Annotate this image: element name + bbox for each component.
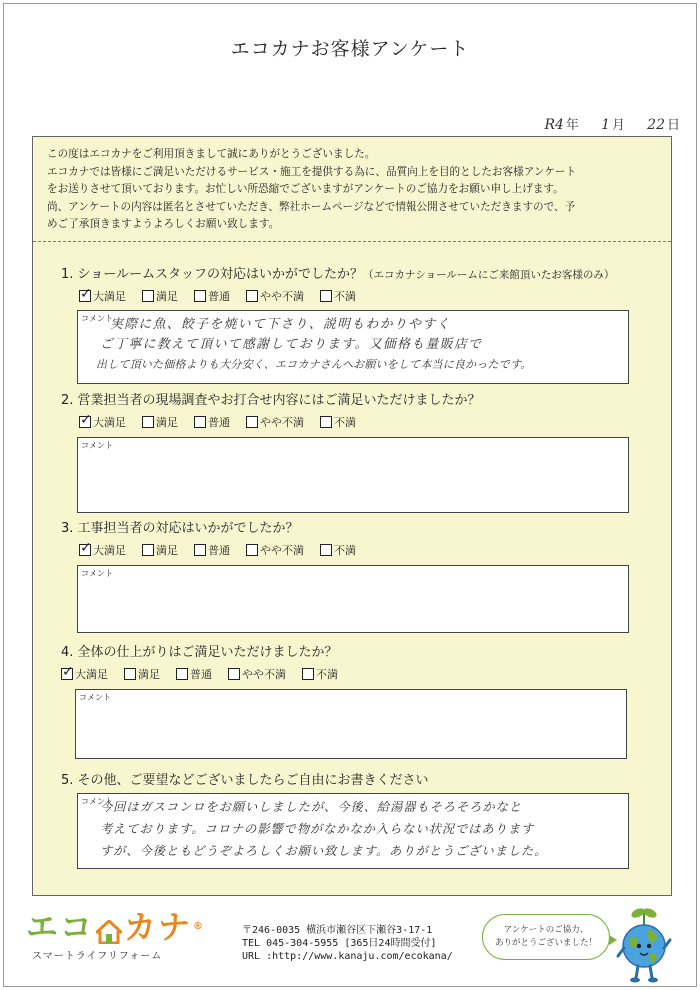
checkbox[interactable] <box>176 668 188 680</box>
survey-panel <box>32 136 672 896</box>
checkbox[interactable] <box>194 416 206 428</box>
checkbox-checked[interactable] <box>61 668 73 680</box>
earth-mascot-icon <box>614 904 674 984</box>
dashed-divider <box>33 241 671 242</box>
option-label: 大満足 <box>93 416 126 429</box>
option-slightly-dissatisfied[interactable] <box>246 542 304 558</box>
option-label: やや不満 <box>260 290 304 303</box>
date-year-label: 年 <box>565 118 579 133</box>
intro-line: エコカナでは皆様にご満足いただけるサービス・施工を提供する為に、品質向上を目的としたお客様アンケート <box>47 165 577 178</box>
question-2-title: 2. 営業担当者の現場調査やお打合せ内容にはご満足いただけましたか？ <box>61 393 481 408</box>
option-label: 大満足 <box>75 668 108 681</box>
option-label: やや不満 <box>242 668 286 681</box>
website-url[interactable]: URL :http://www.kanaju.com/ecokana/ <box>242 951 453 962</box>
option-label: 満足 <box>156 290 178 303</box>
option-satisfied[interactable] <box>124 666 160 682</box>
option-dissatisfied[interactable] <box>320 414 356 430</box>
question-3 <box>61 517 661 558</box>
phone-number: TEL 045-304-5955 [365日24時間受付] <box>242 938 437 949</box>
question-1-comment-box[interactable] <box>77 310 629 384</box>
option-slightly-dissatisfied[interactable] <box>246 414 304 430</box>
checkbox[interactable] <box>194 544 206 556</box>
option-dissatisfied[interactable] <box>320 542 356 558</box>
option-very-satisfied[interactable] <box>79 414 126 430</box>
question-2-comment-box[interactable] <box>77 437 629 513</box>
option-label: やや不満 <box>260 416 304 429</box>
comment-line: ご丁寧に教えて頂いて感謝しております。又価格も量販店で <box>100 337 483 352</box>
checkbox-checked[interactable] <box>79 544 91 556</box>
option-very-satisfied[interactable] <box>61 666 108 682</box>
survey-date <box>544 114 680 133</box>
checkbox[interactable] <box>142 290 154 302</box>
option-satisfied[interactable] <box>142 542 178 558</box>
question-3-options <box>79 542 661 558</box>
date-day-value: 22 <box>647 117 665 133</box>
question-4-title: 4. 全体の仕上がりはご満足いただけましたか？ <box>61 645 338 660</box>
option-label: やや不満 <box>260 544 304 557</box>
logo-wordmark: エコ カナ ® <box>26 908 206 946</box>
question-4-comment-box[interactable] <box>75 689 627 759</box>
option-label: 普通 <box>208 290 230 303</box>
checkbox[interactable] <box>320 544 332 556</box>
checkbox[interactable] <box>320 416 332 428</box>
comment-line: 今回はガスコンロをお願いしましたが、今後、給湯器もそろそろかなと <box>100 800 522 814</box>
postal-address: 〒246-0035 横浜市瀬谷区下瀬谷3-17-1 <box>242 925 433 936</box>
option-label: 大満足 <box>93 290 126 303</box>
comment-line: 出して頂いた価格よりも大分安く、エコカナさんへお願いをして本当に良かったです。 <box>96 358 532 371</box>
question-1-comment <box>96 315 622 375</box>
checkbox[interactable] <box>246 290 258 302</box>
option-label: 不満 <box>334 416 356 429</box>
comment-label: コメント <box>81 441 113 450</box>
intro-text <box>47 146 659 234</box>
comment-label: コメント <box>81 797 113 806</box>
option-label: 不満 <box>334 290 356 303</box>
option-label: 不満 <box>334 544 356 557</box>
question-1-options <box>79 288 661 304</box>
date-year-value: R4 <box>544 117 564 133</box>
question-1-note: （エコカナショールームにご来館頂いたお客様のみ） <box>363 269 615 281</box>
question-2-options <box>79 414 661 430</box>
question-title <box>61 263 661 282</box>
checkbox[interactable] <box>246 544 258 556</box>
intro-line: をお送りさせて頂いております。お忙しい所恐縮でございますがアンケートのご協力をお願い申し上げます。 <box>47 183 564 195</box>
checkbox-checked[interactable] <box>79 290 91 302</box>
date-month-value: 1 <box>601 117 610 133</box>
ecokana-logo <box>26 910 226 970</box>
checkbox-checked[interactable] <box>79 416 91 428</box>
question-1 <box>61 263 661 304</box>
bubble-line: アンケートのご協力、 <box>503 925 589 935</box>
checkbox[interactable] <box>194 290 206 302</box>
option-slightly-dissatisfied[interactable] <box>228 666 286 682</box>
question-5-comment <box>100 796 622 862</box>
option-neutral[interactable] <box>194 542 230 558</box>
question-4 <box>61 641 661 682</box>
option-satisfied[interactable] <box>142 288 178 304</box>
date-day-label: 日 <box>666 118 680 133</box>
option-neutral[interactable] <box>176 666 212 682</box>
company-address <box>242 924 453 963</box>
comment-label: コメント <box>81 569 113 578</box>
question-3-title: 3. 工事担当者の対応はいかがでしたか？ <box>61 521 299 536</box>
question-5 <box>61 769 661 788</box>
checkbox[interactable] <box>142 544 154 556</box>
option-dissatisfied[interactable] <box>320 288 356 304</box>
comment-line: 考えております。コロナの影響で物がなかなか入らない状況ではあります <box>100 822 535 836</box>
comment-label: コメント <box>79 693 111 702</box>
intro-line: この度はエコカナをご利用頂きまして誠にありがとうございました。 <box>47 148 376 160</box>
checkbox[interactable] <box>228 668 240 680</box>
question-5-title: 5. その他、ご要望などございましたらご自由にお書きください <box>61 773 429 788</box>
option-label: 満足 <box>138 668 160 681</box>
option-label: 満足 <box>156 544 178 557</box>
option-label: 不満 <box>316 668 338 681</box>
option-dissatisfied[interactable] <box>302 666 338 682</box>
checkbox[interactable] <box>142 416 154 428</box>
option-label: 普通 <box>208 416 230 429</box>
intro-line: めご了承頂きますようよろしくお願い致します。 <box>47 218 280 230</box>
option-label: 普通 <box>208 544 230 557</box>
comment-line: 実際に魚、餃子を焼いて下さり、説明もわかりやすく <box>110 317 451 332</box>
option-slightly-dissatisfied[interactable] <box>246 288 304 304</box>
comment-line: すが、今後ともどうぞよろしくお願い致します。ありがとうございました。 <box>100 844 548 858</box>
option-neutral[interactable] <box>194 288 230 304</box>
survey-title: エコカナお客様アンケート <box>230 38 470 60</box>
option-very-satisfied[interactable] <box>79 288 126 304</box>
intro-line: 尚、アンケートの内容は匿名とさせていただき、弊社ホームページなどで情報公開させていただきますので、予 <box>47 200 576 213</box>
question-4-options <box>61 666 661 682</box>
comment-label: コメント <box>81 314 113 323</box>
checkbox[interactable] <box>302 668 314 680</box>
question-3-comment-box[interactable] <box>77 565 629 633</box>
option-very-satisfied[interactable] <box>79 542 126 558</box>
checkbox[interactable] <box>320 290 332 302</box>
question-5-comment-box[interactable] <box>77 793 629 869</box>
bubble-line: ありがとうございました！ <box>494 938 597 948</box>
option-neutral[interactable] <box>194 414 230 430</box>
option-label: 大満足 <box>93 544 126 557</box>
checkbox[interactable] <box>124 668 136 680</box>
option-label: 普通 <box>190 668 212 681</box>
date-month-label: 月 <box>612 118 626 133</box>
house-icon <box>96 916 122 940</box>
checkbox[interactable] <box>246 416 258 428</box>
option-satisfied[interactable] <box>142 414 178 430</box>
question-1-title: 1. ショールームスタッフの対応はいかがでしたか？ <box>61 267 364 282</box>
thanks-bubble <box>482 914 610 960</box>
option-label: 満足 <box>156 416 178 429</box>
question-2 <box>61 389 661 430</box>
logo-tagline: スマートライフリフォーム <box>32 951 163 962</box>
